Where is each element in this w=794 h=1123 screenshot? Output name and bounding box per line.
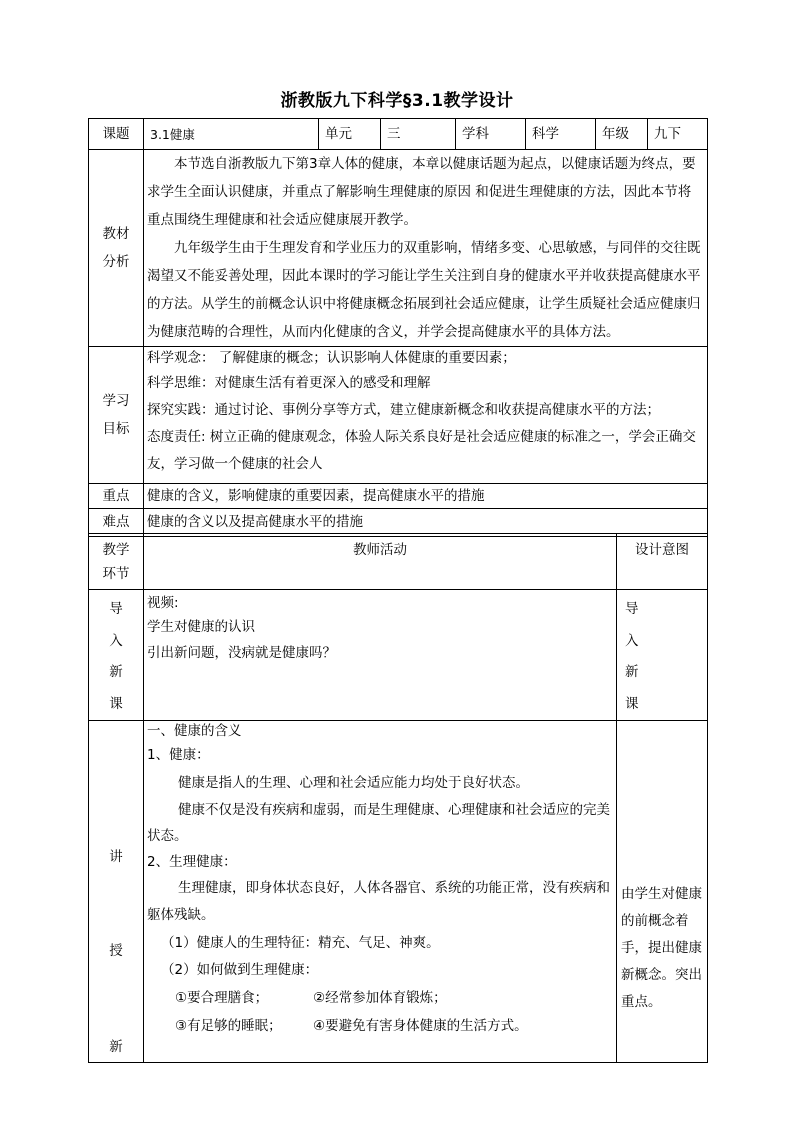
jiangshou-sub-1: （1）健康人的生理特征：精充、气足、神爽。: [161, 935, 440, 951]
keti-value: 3.1健康: [144, 119, 319, 150]
jiangshou-heading-2: 1、健康：: [147, 747, 210, 763]
header-jiaoxue: 教学: [102, 542, 130, 558]
jiangshou-para-1: 健康是指人的生理、心理和社会适应能力均处于良好状态。: [178, 775, 530, 791]
daoru-line-1: 视频:: [147, 595, 179, 611]
jiaocai-para-1: 本节选自浙教版九下第3章人体的健康，本章以健康话题为起点，以健康话题为终点，要求学生全面认识健康，并重点了解影响生理健康的原因 和促进生理健康的方法，因此本节将重点围绕生理健康和社会适应健康展开教学。: [147, 156, 696, 228]
daoru-char-2: 入: [109, 632, 123, 649]
label-nandian: 难点: [89, 509, 144, 537]
daoru-char-3: 新: [109, 664, 123, 680]
jiangshou-measures-1: [147, 984, 613, 1012]
mubiao-row: [89, 347, 708, 484]
mubiao-line-1: 科学观念： 了解健康的概念；认识影响人体健康的重要因素；: [147, 350, 516, 366]
measure-4: ④要避免有害身体健康的生活方式。: [313, 1018, 528, 1034]
jiaocai-para-2: 九年级学生由于生理发育和学业压力的双重影响，情绪多变、心思敏感，与同伴的交往既渴望又不能妥善处理，因此本课时的学习能让学生关注到自身的健康水平并收获提高健康水平的方法。从学生的前概念认识中将健康概念拓展到社会适应健康，让学生质疑社会适应健康归为健康范畴的合理性，从而内化健康的含义，并学会提高健康水平的具体方法。: [147, 240, 701, 340]
daoru-line-3: 引出新问题，没病就是健康吗？: [147, 645, 336, 661]
header-row: [89, 119, 708, 150]
daoru-label: [89, 590, 144, 721]
label-danyuan: 单元: [319, 119, 381, 150]
jiangshou-para-2: 健康不仅是没有疾病和虚弱，而是生理健康、心理健康和社会适应的完美状态。: [147, 802, 611, 844]
label-mubiao-1: 学习: [102, 393, 130, 409]
label-jiaocai-2: 分析: [102, 254, 130, 270]
jiangshou-heading-1: 一、健康的含义: [147, 723, 242, 739]
header-jiaoshi-huodong: 教师活动: [144, 534, 617, 590]
label-nianji: 年级: [596, 119, 648, 150]
label-mubiao: [89, 347, 144, 484]
daoru-intent-char-3: 新: [625, 664, 639, 680]
xueke-value: 科学: [526, 119, 596, 150]
measure-3: ③有足够的睡眠；: [175, 1018, 282, 1034]
daoru-activity: [144, 590, 617, 721]
jiangshou-heading-3: 2、生理健康：: [147, 854, 237, 870]
lesson-info-table: [88, 118, 708, 537]
jiangshou-activity: [144, 721, 617, 1063]
measure-1: ①要合理膳食；: [175, 990, 269, 1006]
jiaocai-row: [89, 150, 708, 347]
header-jiaoxue-huanjie: [89, 534, 144, 590]
daoru-intent-char-2: 入: [625, 632, 639, 649]
mubiao-line-3: 探究实践：通过讨论、事例分享等方式，建立健康新概念和收获提高健康水平的方法；: [147, 402, 660, 418]
mubiao-content: [144, 347, 708, 484]
daoru-char-1: 导: [109, 601, 123, 617]
process-table: [88, 533, 708, 1063]
daoru-row: [89, 590, 708, 721]
zhongdian-text: 健康的含义，影响健康的重要因素，提高健康水平的措施: [144, 484, 708, 509]
daoru-char-4: 课: [109, 695, 123, 712]
label-keti: 课题: [89, 119, 144, 150]
jiangshou-measures-2: [147, 1012, 613, 1040]
label-xueke: 学科: [456, 119, 526, 150]
nianji-value: 九下: [648, 119, 708, 150]
jiangshou-para-3: 生理健康，即身体状态良好，人体各器官、系统的功能正常，没有疾病和躯体残缺。: [147, 880, 611, 923]
daoru-intent-char-4: 课: [625, 695, 639, 712]
danyuan-value: 三: [381, 119, 456, 150]
header-sheji-yitu: 设计意图: [617, 534, 708, 590]
daoru-intent: [617, 590, 708, 721]
daoru-line-2: 学生对健康的认识: [147, 619, 255, 635]
jiangshou-char-3: 新: [109, 1039, 123, 1055]
jiangshou-label: [89, 721, 144, 1063]
jiangshou-char-1: 讲: [109, 849, 123, 865]
jiangshou-row: [89, 721, 708, 1063]
measure-2: ②经常参加体育锻炼；: [313, 990, 447, 1006]
nandian-text: 健康的含义以及提高健康水平的措施: [144, 509, 708, 537]
jiangshou-char-2: 授: [109, 943, 123, 959]
jiangshou-sub-2: （2）如何做到生理健康：: [161, 962, 319, 978]
header-huanjie: 环节: [102, 566, 130, 582]
zhongdian-row: [89, 484, 708, 509]
document-title: 浙教版九下科学§3.1教学设计: [280, 91, 514, 111]
daoru-intent-char-1: 导: [625, 601, 639, 617]
label-jiaocai: [89, 150, 144, 347]
process-header-row: [89, 534, 708, 590]
mubiao-line-2: 科学思维：对健康生活有着更深入的感受和理解: [147, 375, 431, 391]
jiaocai-content: [144, 150, 708, 347]
label-jiaocai-1: 教材: [102, 226, 130, 242]
jiangshou-intent: 由学生对健康的前概念着手，提出健康新概念。突出重点。: [617, 721, 708, 1063]
label-zhongdian: 重点: [89, 484, 144, 509]
mubiao-line-4: 态度责任: 树立正确的健康观念，体验人际关系良好是社会适应健康的标准之一，学会正确交友，学习做一个健康的社会人: [147, 429, 696, 472]
label-mubiao-2: 目标: [102, 421, 130, 437]
